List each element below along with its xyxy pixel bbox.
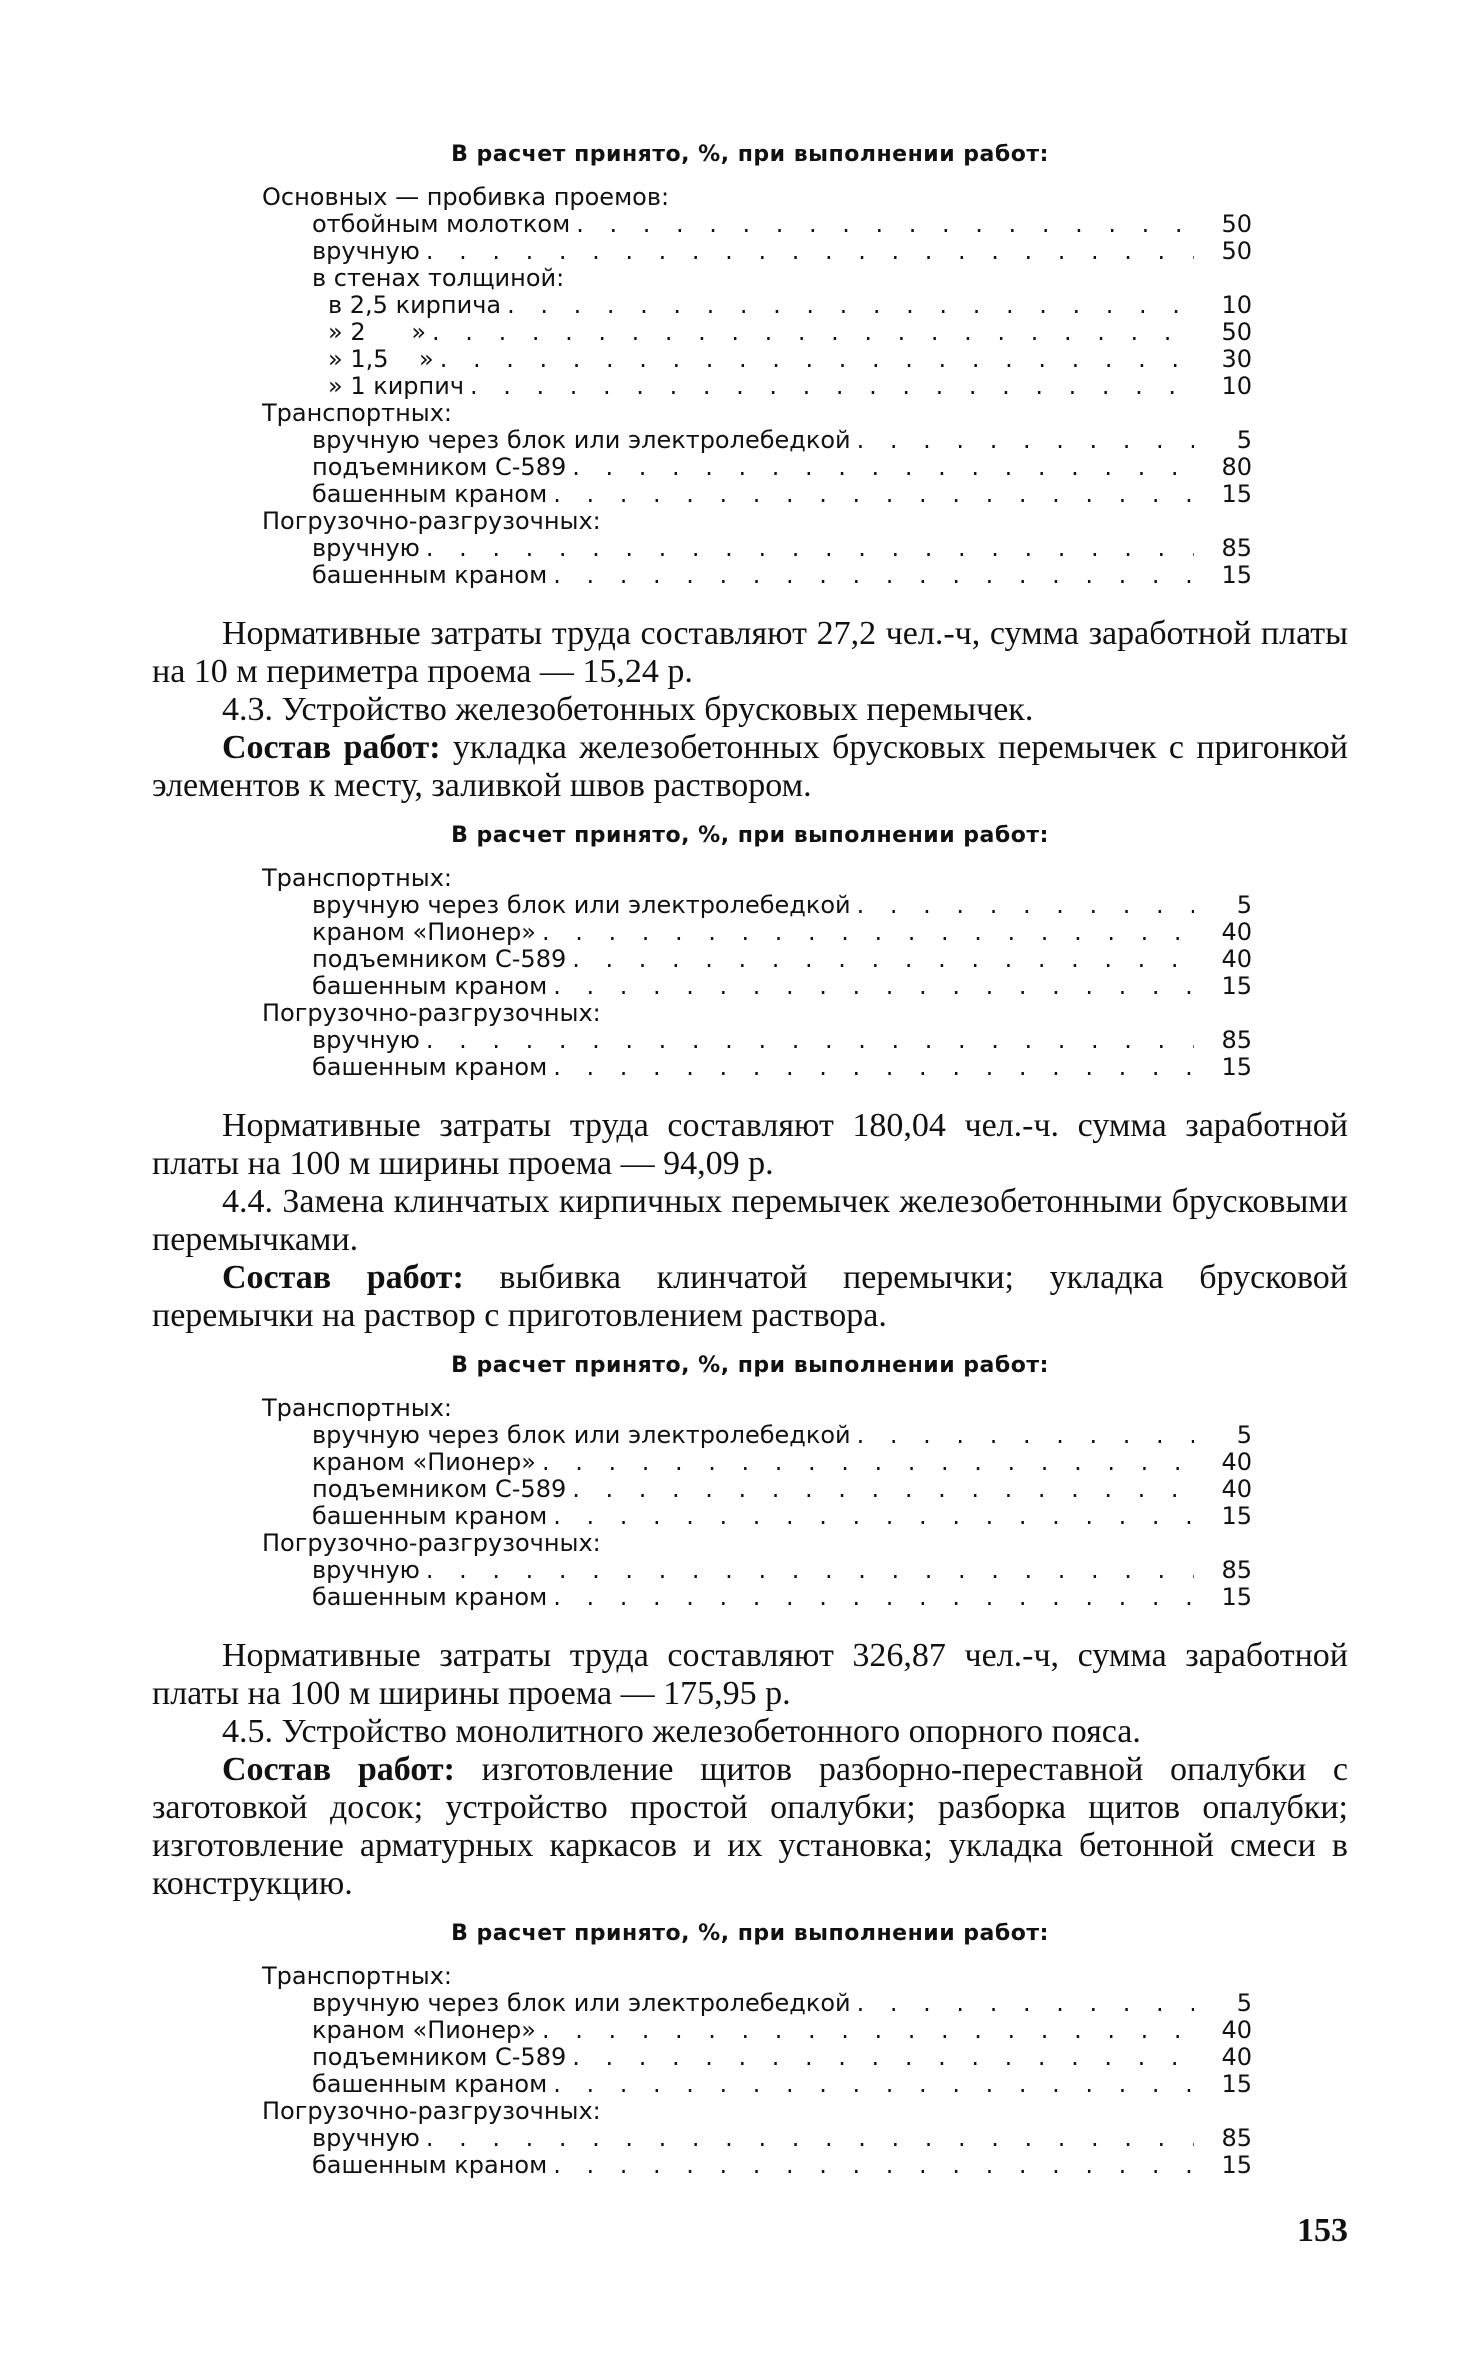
group-title: Погрузочно-разгрузочных: [262,1529,601,1557]
row-label: вручную через блок или электролебедкой [312,426,851,454]
table-block [152,140,1348,589]
dot-leader [470,373,1194,400]
dot-leader [553,481,1194,508]
table-row [312,481,1252,508]
table-row [312,919,1252,946]
row-label: подъемником С-589 [312,2043,567,2071]
dot-leader [857,427,1194,454]
text-column [152,0,1348,2179]
table-row [328,319,1252,346]
table-row [312,535,1252,562]
norm-paragraph: Нормативные затраты труда составляют 326,87 чел.-ч, сумма заработной платы на 100 м ширины проема — 175,95 р. [152,1637,1348,1712]
table-heading: В расчет принято, %, при выполнении работ: [451,1353,1049,1378]
composition-paragraph [152,1259,1348,1335]
table-row [328,292,1252,319]
row-value: 5 [1236,426,1252,454]
row-value: 10 [1221,372,1252,400]
row-label: вручную [312,2124,420,2152]
row-label: в стенах толщиной: [312,264,565,292]
row-label: подъемником С-589 [312,1475,567,1503]
dot-leader [572,2044,1194,2071]
group-title: Основных — пробивка проемов: [262,183,670,211]
table-heading: В расчет принято, %, при выполнении работ: [451,1921,1049,1946]
dot-leader [542,2017,1194,2044]
dot-leader [542,1449,1194,1476]
table-row [312,265,1252,292]
table-row [312,2152,1252,2179]
row-label: вручную через блок или электролебедкой [312,891,851,919]
table-row [312,973,1252,1000]
row-label: башенным краном [312,1053,548,1081]
dot-leader [553,1054,1194,1081]
table-row [312,454,1252,481]
dot-leader [426,2125,1194,2152]
composition-paragraph [152,729,1348,805]
page-number: 153 [1297,2212,1348,2249]
row-label: вручную [312,534,420,562]
dot-leader [553,1584,1194,1611]
row-value: 15 [1221,561,1252,589]
row-label: вручную [312,237,420,265]
row-value: 15 [1221,2151,1252,2179]
row-label: » 1 кирпич [328,372,465,400]
row-label: отбойным молотком [312,210,571,238]
dot-leader [553,562,1194,589]
table-row [312,946,1252,973]
dot-leader [507,292,1194,319]
table-row [312,1584,1252,1611]
composition-text: укладка железобетонных брусковых перемычек с пригонкой элементов к месту, заливкой швов раствором. [152,729,1348,804]
dot-leader [542,919,1194,946]
row-label: » 2 » [328,318,427,346]
dot-leader [572,946,1194,973]
composition-label: Состав работ: [222,1259,464,1296]
row-label: вручную через блок или электролебедкой [312,1989,851,2017]
dot-leader [553,2071,1194,2098]
row-label: башенным краном [312,480,548,508]
row-value: 40 [1221,945,1252,973]
group-title: Транспортных: [262,399,453,427]
row-value: 85 [1221,2124,1252,2152]
percent-table [262,1395,1342,1611]
row-label: вручную через блок или электролебедкой [312,1421,851,1449]
dot-leader [426,535,1194,562]
table-row [312,2071,1252,2098]
dot-leader [553,973,1194,1000]
row-label: башенным краном [312,1502,548,1530]
dot-leader [426,1557,1194,1584]
row-value: 85 [1221,1026,1252,1054]
table-block [152,821,1348,1081]
percent-table [262,184,1342,589]
composition-label: Состав работ: [222,729,441,766]
table-row [312,1476,1252,1503]
dot-leader [440,346,1194,373]
composition-paragraph [152,1751,1348,1903]
row-value: 40 [1221,2043,1252,2071]
group-title: Транспортных: [262,1962,453,1990]
table-row [312,1054,1252,1081]
table-block [152,1919,1348,2179]
row-value: 5 [1236,1421,1252,1449]
row-value: 10 [1221,291,1252,319]
row-value: 30 [1221,345,1252,373]
table-heading: В расчет принято, %, при выполнении работ: [451,142,1049,167]
norm-paragraph: Нормативные затраты труда составляют 27,2 чел.-ч, сумма заработной платы на 10 м периметра проема — 15,24 р. [152,615,1348,690]
row-value: 15 [1221,1053,1252,1081]
row-value: 80 [1221,453,1252,481]
table-row [312,1503,1252,1530]
table-row [312,1422,1252,1449]
row-label: краном «Пионер» [312,918,536,946]
table-row [312,2044,1252,2071]
row-label: краном «Пионер» [312,1448,536,1476]
row-value: 40 [1221,1448,1252,1476]
row-label: башенным краном [312,972,548,1000]
dot-leader [576,211,1194,238]
row-value: 15 [1221,480,1252,508]
percent-table [262,1963,1342,2179]
table-row [312,211,1252,238]
row-label: подъемником С-589 [312,453,567,481]
group-title: Транспортных: [262,1394,453,1422]
group-title: Транспортных: [262,864,453,892]
section-title: 4.5. Устройство монолитного железобетонного опорного пояса. [222,1713,1141,1750]
table-heading: В расчет принято, %, при выполнении работ: [451,823,1049,848]
row-label: в 2,5 кирпича [328,291,502,319]
dot-leader [426,238,1194,265]
table-row [312,2125,1252,2152]
table-row [312,2017,1252,2044]
row-label: вручную [312,1556,420,1584]
row-value: 15 [1221,972,1252,1000]
section-title: 4.4. Замена клинчатых кирпичных перемычек железобетонными брусковыми перемычками. [152,1183,1348,1258]
table-row [312,562,1252,589]
table-row [328,373,1252,400]
dot-leader [553,1503,1194,1530]
row-label: подъемником С-589 [312,945,567,973]
table-row [312,892,1252,919]
dot-leader [426,1027,1194,1054]
row-value: 50 [1221,237,1252,265]
row-value: 40 [1221,918,1252,946]
row-label: башенным краном [312,2070,548,2098]
row-value: 85 [1221,534,1252,562]
composition-text: изготовление щитов разборно-переставной опалубки с заготовкой досок; устройство простой опалубки; разборка щитов опалубки; изготовление арматурных каркасов и их установка; укладка бетонной смеси в конструкцию. [152,1751,1348,1902]
table-row [312,1027,1252,1054]
row-label: башенным краном [312,561,548,589]
row-label: краном «Пионер» [312,2016,536,2044]
row-label: башенным краном [312,2151,548,2179]
norm-paragraph: Нормативные затраты труда составляют 180,04 чел.-ч. сумма заработной платы на 100 м ширины проема — 94,09 р. [152,1107,1348,1182]
row-value: 15 [1221,2070,1252,2098]
percent-table [262,865,1342,1081]
row-label: вручную [312,1026,420,1054]
dot-leader [572,1476,1194,1503]
dot-leader [553,2152,1194,2179]
table-row [312,1990,1252,2017]
row-value: 5 [1236,891,1252,919]
table-row [312,1449,1252,1476]
dot-leader [572,454,1194,481]
row-value: 15 [1221,1583,1252,1611]
composition-label: Состав работ: [222,1751,455,1788]
row-label: » 1,5 » [328,345,434,373]
dot-leader [857,1422,1194,1449]
composition-text: выбивка клинчатой перемычки; укладка брусковой перемычки на раствор с приготовлением раствора. [152,1259,1348,1334]
row-label: башенным краном [312,1583,548,1611]
section-title: 4.3. Устройство железобетонных брусковых перемычек. [222,691,1034,728]
row-value: 50 [1221,210,1252,238]
row-value: 40 [1221,2016,1252,2044]
table-row [312,238,1252,265]
group-title: Погрузочно-разгрузочных: [262,2097,601,2125]
table-block [152,1351,1348,1611]
row-value: 50 [1221,318,1252,346]
group-title: Погрузочно-разгрузочных: [262,999,601,1027]
dot-leader [857,892,1194,919]
table-row [328,346,1252,373]
table-row [312,427,1252,454]
dot-leader [432,319,1194,346]
row-value: 15 [1221,1502,1252,1530]
row-value: 85 [1221,1556,1252,1584]
row-value: 40 [1221,1475,1252,1503]
table-row [312,1557,1252,1584]
row-value: 5 [1236,1989,1252,2017]
group-title: Погрузочно-разгрузочных: [262,507,601,535]
dot-leader [857,1990,1194,2017]
